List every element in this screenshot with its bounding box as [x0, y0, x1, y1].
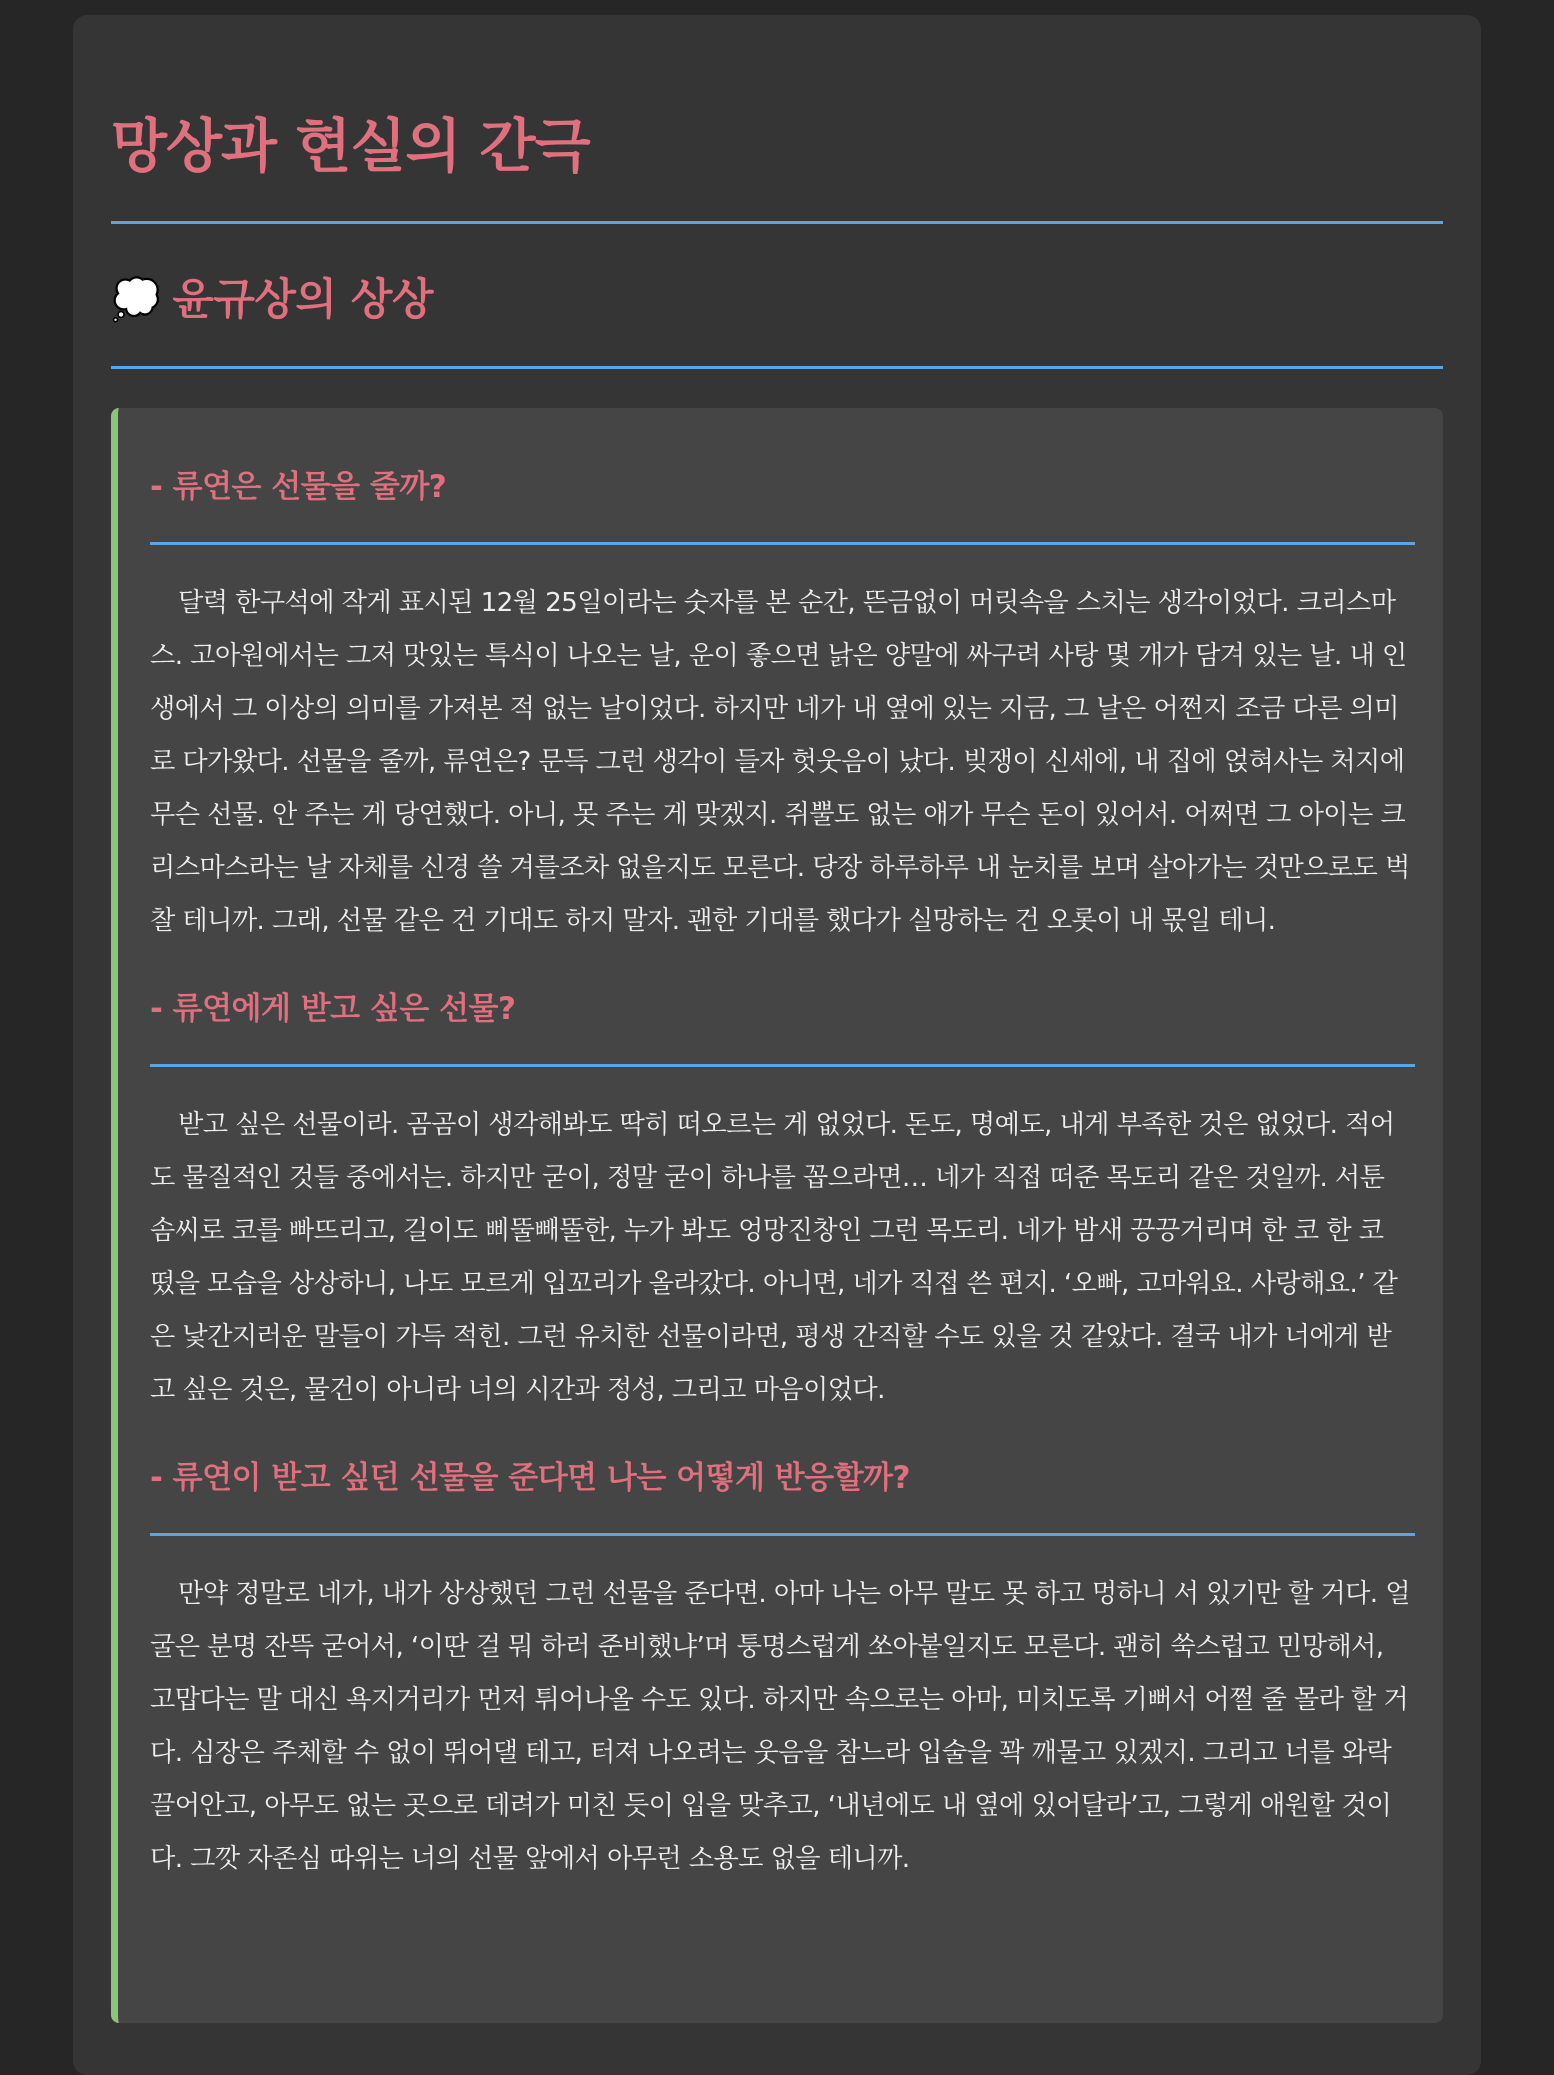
- content-panel: [111, 408, 1443, 2023]
- answer-paragraph: 달력 한구석에 작게 표시된 12월 25일이라는 숫자를 본 순간, 뜬금없이 머릿속을 스치는 생각이었다. 크리스마스. 고아원에서는 그저 맛있는 특식이 나오는 날, 운이 좋으면 낡은 양말에 싸구려 사탕 몇 개가 담겨 있는 날. 내 인생에서 그 이상의 의미를 가져본 적 없는 날이었다. 하지만 네가 내 옆에 있는 지금, 그 날은 어쩐지 조금 다른 의미로 다가왔다. 선물을 줄까, 류연은? 문득 그런 생각이 들자 헛웃음이 났다. 빚쟁이 신세에, 내 집에 얹혀사는 처지에 무슨 선물. 안 주는 게 당연했다. 아니, 못 주는 게 맞겠지. 쥐뿔도 없는 애가 무슨 돈이 있어서. 어쩌면 그 아이는 크리스마스라는 날 자체를 신경 쓸 겨를조차 없을지도 모른다. 당장 하루하루 내 눈치를 보며 살아가는 것만으로도 벅찰 테니까. 그래, 선물 같은 건 기대도 하지 말자. 괜한 기대를 했다가 실망하는 건 오롯이 내 몫일 테니.: [150, 588, 1410, 936]
- section-title-text: 윤규상의 상상: [172, 275, 434, 325]
- question-heading: - 류연은 선물을 줄까?: [150, 469, 447, 505]
- answer-paragraph: 받고 싶은 선물이라. 곰곰이 생각해봐도 딱히 떠오르는 게 없었다. 돈도, 명예도, 내게 부족한 것은 없었다. 적어도 물질적인 것들 중에서는. 하지만 굳이, 정말 굳이 하나를 꼽으라면… 네가 직접 떠준 목도리 같은 것일까. 서툰 솜씨로 코를 빠뜨리고, 길이도 삐뚤빼뚤한, 누가 봐도 엉망진창인 그런 목도리. 네가 밤새 끙끙거리며 한 코 한 코 떴을 모습을 상상하니, 나도 모르게 입꼬리가 올라갔다. 아니면, 네가 직접 쓴 편지. ‘오빠, 고마워요. 사랑해요.’ 같은 낯간지러운 말들이 가득 적힌. 그런 유치한 선물이라면, 평생 간직할 수도 있을 것 같았다. 결국 내가 너에게 받고 싶은 것은, 물건이 아니라 너의 시간과 정성, 그리고 마음이었다.: [150, 1110, 1398, 1405]
- answer-paragraph: 만약 정말로 네가, 내가 상상했던 그런 선물을 준다면. 아마 나는 아무 말도 못 하고 멍하니 서 있기만 할 거다. 얼굴은 분명 잔뜩 굳어서, ‘이딴 걸 뭐 하러 준비했냐’며 퉁명스럽게 쏘아붙일지도 모른다. 괜히 쑥스럽고 민망해서, 고맙다는 말 대신 욕지거리가 먼저 튀어나올 수도 있다. 하지만 속으로는 아마, 미치도록 기뻐서 어쩔 줄 몰라 할 거다. 심장은 주체할 수 없이 뛰어댈 테고, 터져 나오려는 웃음을 참느라 입술을 꽉 깨물고 있겠지. 그리고 너를 와락 끌어안고, 아무도 없는 곳으로 데려가 미친 듯이 입을 맞추고, ‘내년에도 내 옆에 있어달라’고, 그렇게 애원할 것이다. 그깟 자존심 따위는 너의 선물 앞에서 아무런 소용도 없을 테니까.: [150, 1579, 1410, 1874]
- document-card: [73, 15, 1481, 2075]
- question-divider: [150, 1533, 1415, 1536]
- section-title: [111, 224, 1443, 328]
- question-block: [150, 1457, 1415, 1886]
- thought-bubble-icon: 💭: [111, 277, 161, 323]
- section-divider: [111, 366, 1443, 369]
- question-heading: - 류연에게 받고 싶은 선물?: [150, 991, 516, 1027]
- question-divider: [150, 542, 1415, 545]
- question-block: [150, 988, 1415, 1417]
- page-title: 망상과 현실의 간극: [111, 112, 590, 180]
- question-block: [150, 466, 1415, 948]
- question-divider: [150, 1064, 1415, 1067]
- question-heading: - 류연이 받고 싶던 선물을 준다면 나는 어떻게 반응할까?: [150, 1460, 910, 1496]
